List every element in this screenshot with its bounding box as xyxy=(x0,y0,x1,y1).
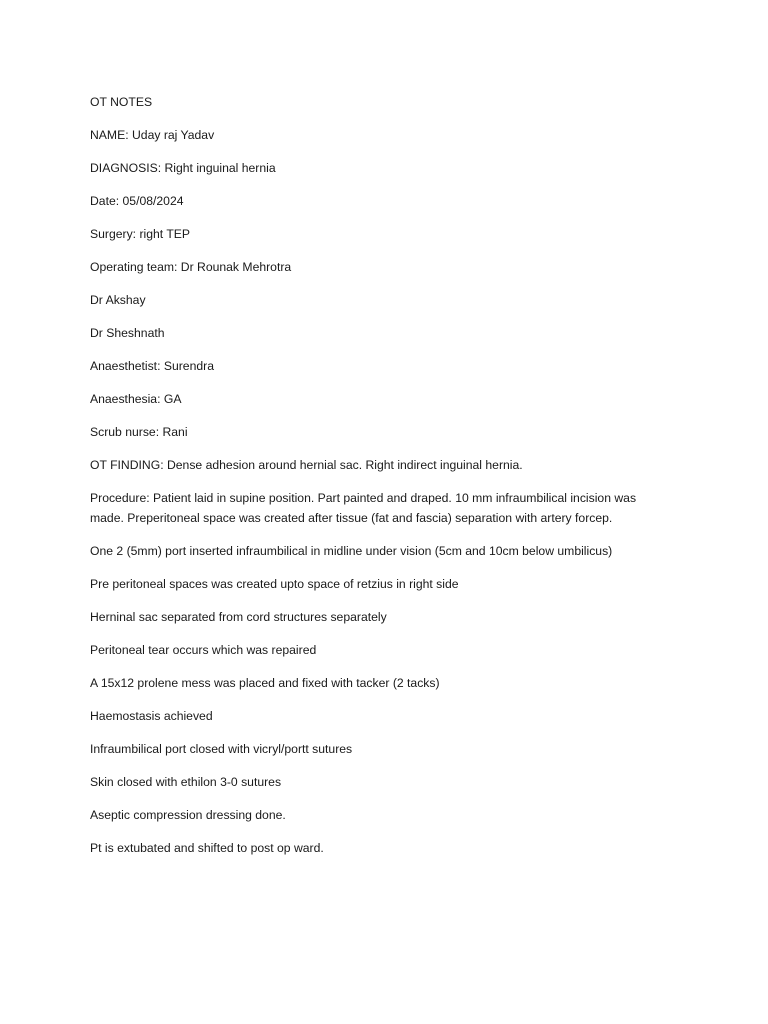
procedure-step: Infraumbilical port closed with vicryl/portt sutures xyxy=(90,742,353,756)
team-member: Dr Sheshnath xyxy=(90,326,165,340)
procedure-step: Pt is extubated and shifted to post op ward. xyxy=(90,841,324,855)
procedure-step: Peritoneal tear occurs which was repaired xyxy=(90,643,317,657)
procedure-step: One 2 (5mm) port inserted infraumbilical in midline under vision (5cm and 10cm below umbilicus) xyxy=(90,544,613,558)
surgery-type: Surgery: right TEP xyxy=(90,227,191,241)
procedure-step: Skin closed with ethilon 3-0 sutures xyxy=(90,775,282,789)
ot-finding: OT FINDING: Dense adhesion around hernial sac. Right indirect inguinal hernia. xyxy=(90,458,523,472)
patient-name: NAME: Uday raj Yadav xyxy=(90,128,215,142)
procedure-step: Haemostasis achieved xyxy=(90,709,213,723)
surgery-date: Date: 05/08/2024 xyxy=(90,194,184,208)
anaesthesia: Anaesthesia: GA xyxy=(90,392,182,406)
document-heading: OT NOTES xyxy=(90,95,153,109)
procedure-step: Aseptic compression dressing done. xyxy=(90,808,286,822)
procedure-paragraph: Procedure: Patient laid in supine position. Part painted and draped. 10 mm infraumbilical incision was made. Preperitoneal space was created after tissue (fat and fascia) separation with artery forcep. xyxy=(90,491,637,525)
document-body xyxy=(90,92,680,871)
anaesthetist: Anaesthetist: Surendra xyxy=(90,359,214,373)
diagnosis: DIAGNOSIS: Right inguinal hernia xyxy=(90,161,276,175)
scrub-nurse: Scrub nurse: Rani xyxy=(90,425,188,439)
procedure-step: A 15x12 prolene mess was placed and fixed with tacker (2 tacks) xyxy=(90,676,440,690)
procedure-step: Herninal sac separated from cord structures separately xyxy=(90,610,387,624)
operating-team: Operating team: Dr Rounak Mehrotra xyxy=(90,260,292,274)
procedure-step: Pre peritoneal spaces was created upto space of retzius in right side xyxy=(90,577,459,591)
team-member: Dr Akshay xyxy=(90,293,146,307)
